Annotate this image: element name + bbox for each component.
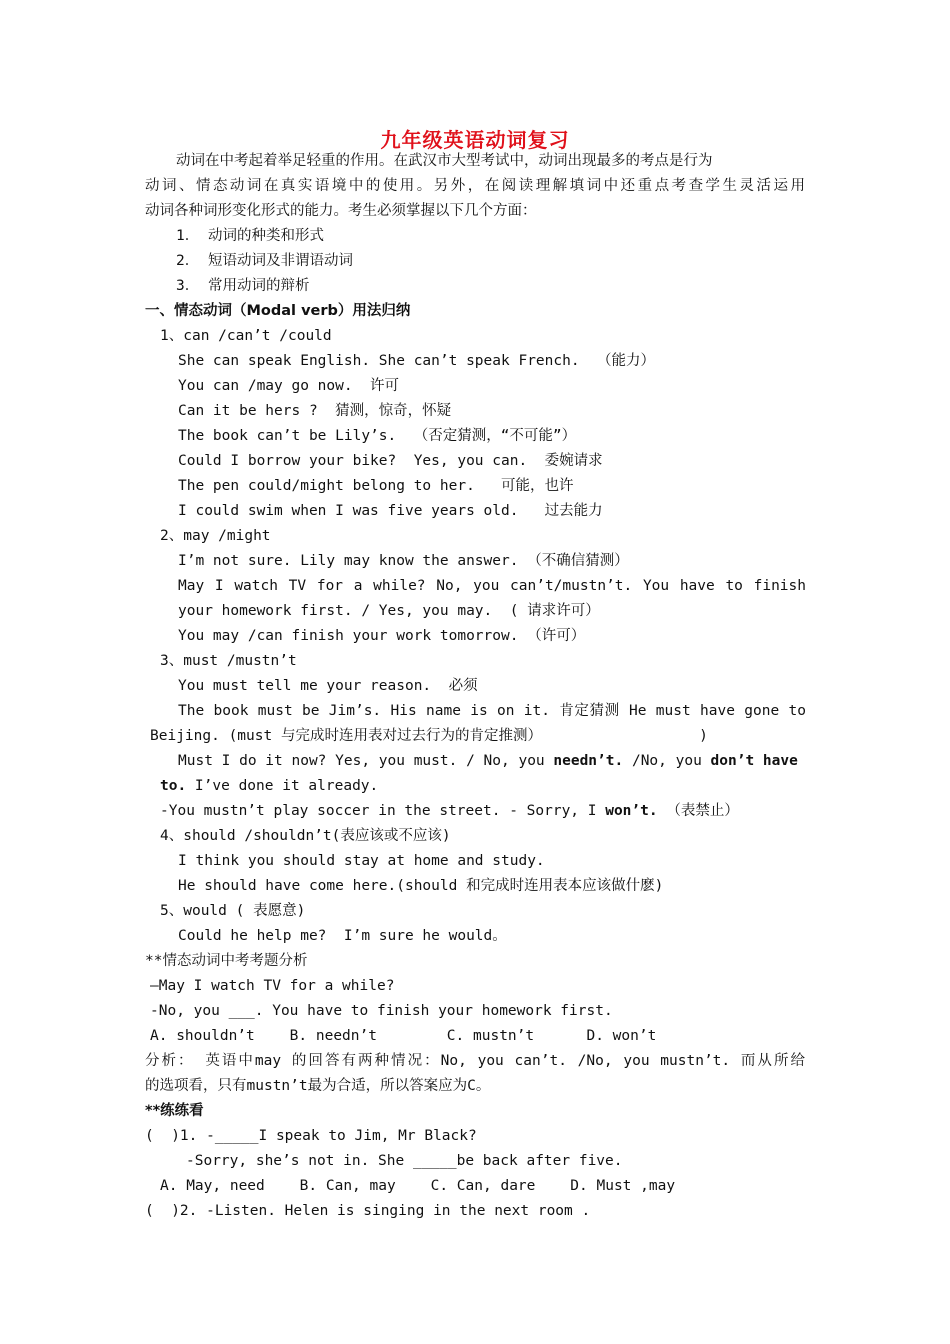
question-line: —May I watch TV for a while? (150, 978, 395, 994)
analysis-text: 分析： 英语中may 的回答有两种情况：No, you can’t. /No, you mustn’t. 而从所给 (145, 1053, 805, 1069)
practice-heading: **练练看 (145, 1103, 204, 1119)
example-text: /No, you (623, 753, 711, 769)
example-line: I’m not sure. Lily may know the answer. （不确信猜测） (178, 553, 629, 569)
example-line: your homework first. / Yes, you may. ( 请求许可） (178, 603, 600, 619)
example-line: Can it be hers ? 猜测，惊奇，怀疑 (178, 403, 452, 419)
example-line: The book must be Jim’s. His name is on it. 肯定猜测 He must have gone to (178, 703, 806, 719)
example-line: The pen could/might belong to her. 可能，也许 (178, 478, 574, 494)
analysis-text: 的选项看，只有mustn’t最为合适，所以答案应为C。 (145, 1078, 491, 1094)
example-line: The book can’t be Lily’s. （否定猜测，“不可能”） (178, 428, 577, 444)
emphasis-to: to. (160, 778, 187, 794)
intro-list-item: 3． 常用动词的辩析 (176, 278, 310, 294)
group-heading-must: 3、must /mustn’t (160, 653, 297, 669)
practice-question-1-line-2: -Sorry, she’s not in. She _____be back after five. (186, 1153, 623, 1169)
example-line (160, 774, 378, 799)
emphasis-neednt: needn’t. (553, 753, 624, 769)
intro-list-item: 1． 动词的种类和形式 (176, 228, 324, 244)
example-line: You can /may go now. 许可 (178, 378, 400, 394)
practice-question-1: ( )1. -_____I speak to Jim, Mr Black? (145, 1128, 477, 1144)
example-line: She can speak English. She can’t speak French. （能力） (178, 353, 656, 369)
group-heading-may: 2、may /might (160, 528, 271, 544)
page-title: 九年级英语动词复习 (380, 128, 570, 152)
example-line: You may /can finish your work tomorrow. （许可） (178, 628, 586, 644)
example-text: -You mustn’t play soccer in the street. - Sorry, I (160, 803, 606, 819)
example-line: You must tell me your reason. 必须 (178, 678, 478, 694)
intro-line-2: 动词、情态动词在真实语境中的使用。另外，在阅读理解填词中还重点考查学生灵活运用 (145, 178, 805, 194)
practice-question-2: ( )2. -Listen. Helen is singing in the next room . (145, 1203, 591, 1219)
practice-question-1-options: A. May, need B. Can, may C. Can, dare D. Must ,may (160, 1178, 676, 1194)
example-text: （表禁止） (657, 803, 739, 819)
emphasis-dont-have: don’t have (710, 753, 798, 769)
example-text: I’ve done it already. (186, 778, 379, 794)
intro-list-item: 2． 短语动词及非谓语动词 (176, 253, 353, 269)
answer-options: A. shouldn’t B. needn’t C. mustn’t D. won’t (150, 1028, 657, 1044)
example-line (160, 799, 739, 824)
intro-line-3: 动词各种词形变化形式的能力。考生必须掌握以下几个方面： (145, 203, 537, 219)
example-line: Could I borrow your bike? Yes, you can. 委婉请求 (178, 453, 603, 469)
group-heading-would: 5、would ( 表愿意) (160, 903, 306, 919)
analysis-heading: **情态动词中考考题分析 (145, 953, 308, 969)
example-line (178, 749, 798, 774)
group-heading-can: 1、can /can’t /could (160, 328, 332, 344)
question-line: -No, you ___. You have to finish your homework first. (150, 1003, 613, 1019)
group-heading-should: 4、should /shouldn’t(表应该或不应该) (160, 828, 451, 844)
example-line: He should have come here.(should 和完成时连用表本应该做什麽) (178, 878, 664, 894)
example-line: May I watch TV for a while? No, you can’t/mustn’t. You have to finish (178, 578, 806, 594)
example-line: I could swim when I was five years old. 过去能力 (178, 503, 603, 519)
intro-line-1: 动词在中考起着举足轻重的作用。在武汉市大型考试中，动词出现最多的考点是行为 (176, 153, 713, 169)
emphasis-wont: won’t. (605, 803, 658, 819)
example-text: Must I do it now? Yes, you must. / No, you (178, 753, 554, 769)
example-line: Beijing. (must 与完成时连用表对过去行为的肯定推测） ) (150, 728, 708, 744)
example-line: I think you should stay at home and study. (178, 853, 545, 869)
section-heading-modal-verbs: 一、情态动词（Modal verb）用法归纳 (145, 303, 411, 319)
example-line: Could he help me? I’m sure he would。 (178, 928, 507, 944)
